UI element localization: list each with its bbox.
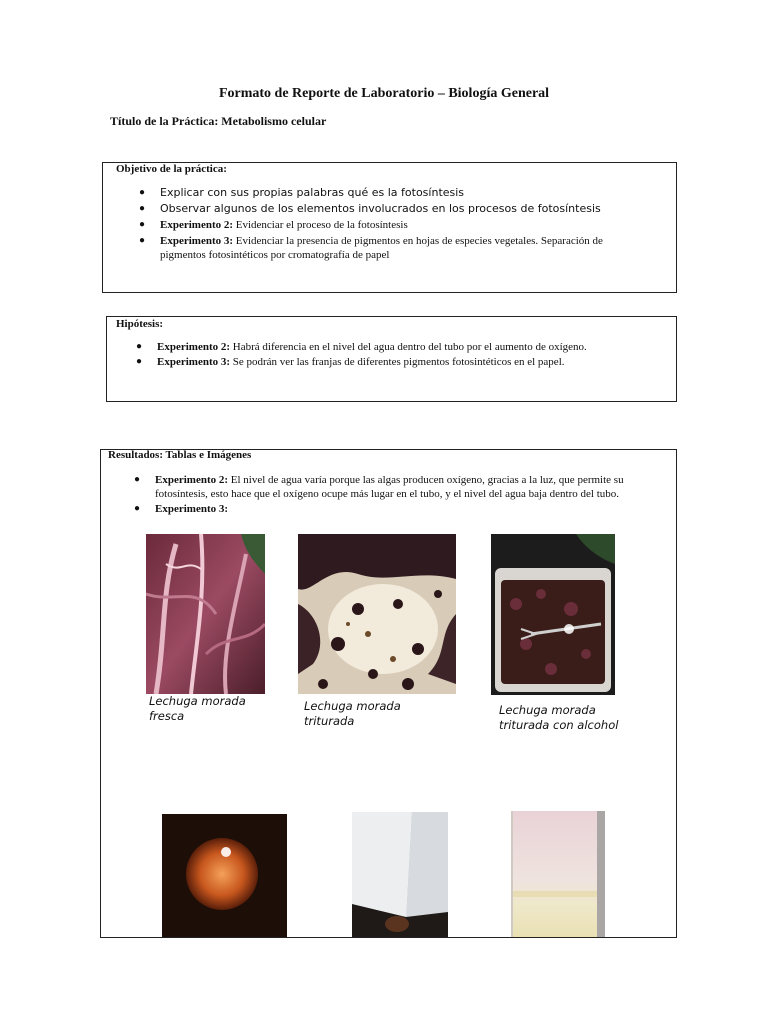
crushed-lettuce-alcohol-image (491, 534, 615, 695)
bullet-icon: ● (134, 474, 141, 485)
results-list (134, 473, 655, 516)
list-item (139, 202, 640, 216)
chromatography-paper-image (511, 811, 605, 937)
paper-tube-image (352, 812, 448, 937)
hypothesis-heading: Hipótesis: (116, 318, 164, 330)
practice-title: Título de la Práctica: Metabolismo celular (110, 114, 327, 128)
crushed-lettuce-image (298, 534, 456, 694)
list-item-text: Explicar con sus propias palabras qué es la fotosíntesis (160, 186, 465, 199)
list-item-text: Se podrán ver las franjas de diferentes pigmentos fotosintéticos en el papel. (230, 356, 565, 368)
orange-solution-image (162, 814, 287, 937)
bullet-icon: ● (139, 235, 146, 246)
list-item-text: El nivel de agua varía porque las algas producen oxígeno, gracias a la luz, que permite su fotosíntesis, esto hace que el oxígeno ocupe más lugar en el tubo, y el nivel del agua baja dentro del tubo. (155, 474, 624, 500)
list-item-label: Experimento 3: (155, 503, 229, 515)
objective-heading: Objetivo de la práctica: (116, 163, 227, 175)
list-item (139, 218, 640, 232)
list-item-label: Experimento 2: (160, 219, 234, 231)
list-item-label: Experimento 3: (157, 356, 231, 368)
list-item-text: Evidenciar el proceso de la fotosíntesis (233, 219, 408, 231)
list-item-label: Experimento 2: (157, 341, 231, 353)
results-heading: Resultados: Tablas e Imágenes (108, 449, 252, 461)
document-title: Formato de Reporte de Laboratorio – Biología General (218, 86, 550, 101)
list-item-label: Experimento 2: (155, 474, 229, 486)
list-item (139, 186, 640, 200)
bullet-icon: ● (139, 219, 146, 230)
bullet-icon: ● (139, 187, 146, 198)
list-item-text: Habrá diferencia en el nivel del agua dentro del tubo por el aumento de oxígeno. (230, 341, 587, 353)
chromatography-paper-photo (511, 811, 605, 937)
caption-fresh: Lechuga morada fresca (149, 694, 246, 723)
list-item-label: Experimento 3: (160, 235, 234, 247)
crushed-lettuce-alcohol-photo (491, 534, 615, 695)
caption-crushed: Lechuga morada triturada (304, 699, 401, 728)
crushed-lettuce-photo (298, 534, 456, 694)
paper-tube-photo (352, 812, 448, 937)
orange-solution-photo (162, 814, 287, 937)
fresh-lettuce-photo (146, 534, 265, 694)
list-item (136, 355, 657, 369)
list-item (136, 340, 657, 354)
list-item (134, 502, 655, 516)
bullet-icon: ● (136, 356, 143, 367)
caption-alcohol: Lechuga morada triturada con alcohol (499, 703, 619, 732)
bullet-icon: ● (139, 203, 146, 214)
bullet-icon: ● (136, 341, 143, 352)
list-item (134, 473, 655, 501)
bullet-icon: ● (134, 503, 141, 514)
fresh-lettuce-image (146, 534, 265, 694)
list-item-text: Evidenciar la presencia de pigmentos en hojas de especies vegetales. Separación de pigmentos fotosintéticos por cromatografía de papel (160, 235, 603, 261)
list-item (139, 234, 640, 262)
hypothesis-list (136, 340, 657, 369)
list-item-text: Observar algunos de los elementos involucrados en los procesos de fotosíntesis (160, 202, 601, 215)
objective-list (139, 186, 640, 262)
